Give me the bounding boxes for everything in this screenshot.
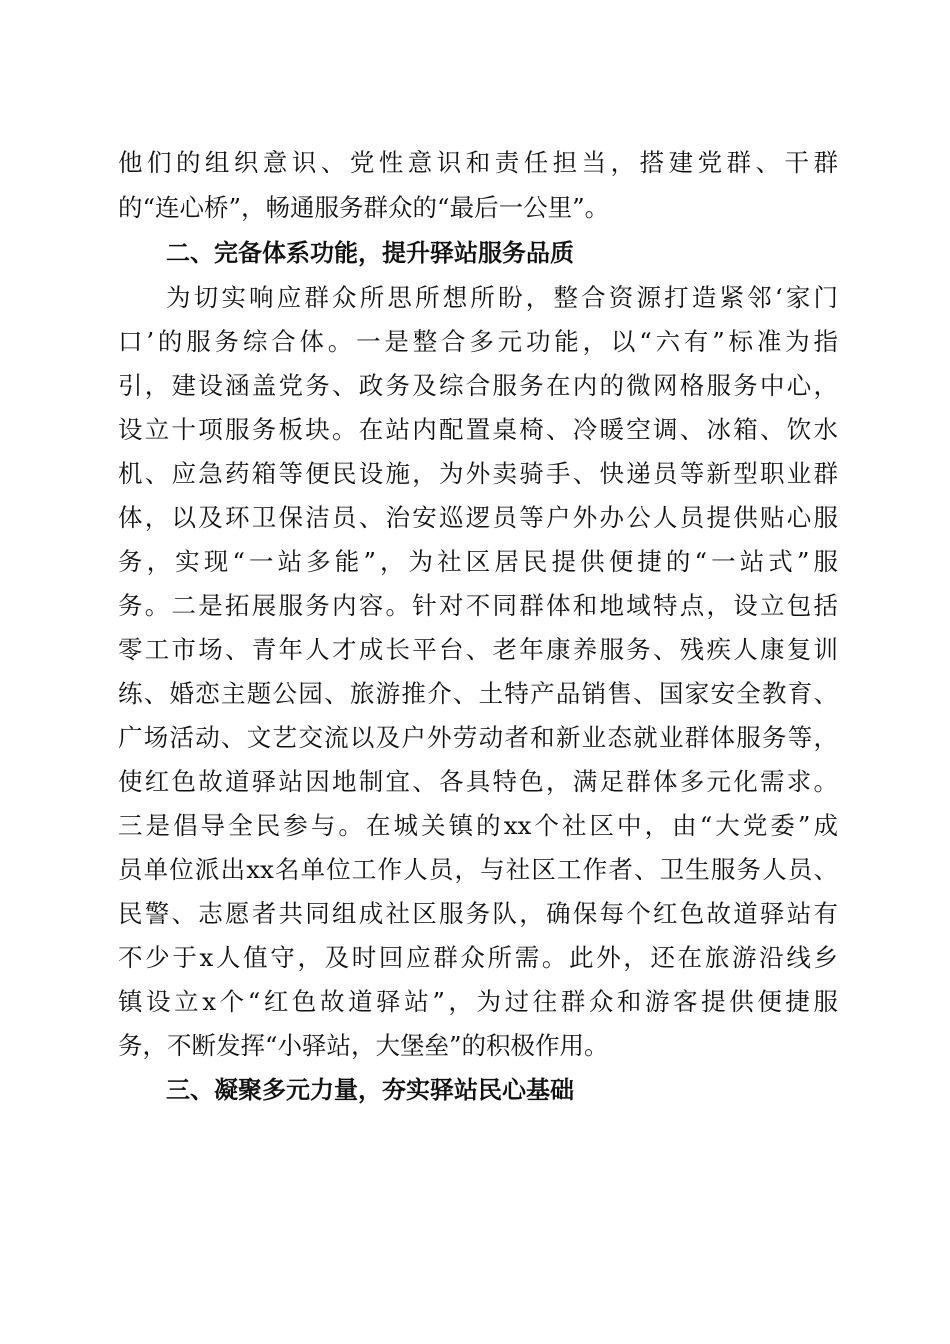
paragraph-line: 民警、志愿者共同组成社区服务队，确保每个红色故道驿站有 <box>118 899 838 928</box>
paragraph-line: 设立十项服务板块。在站内配置桌椅、冷暖空调、冰箱、饮水 <box>118 415 838 444</box>
paragraph-line: 广场活动、文艺交流以及户外劳动者和新业态就业群体服务等， <box>118 723 838 752</box>
paragraph-line: 务。二是拓展服务内容。针对不同群体和地域特点，设立包括 <box>118 591 838 620</box>
paragraph-line: 为切实响应群众所思所想所盼，整合资源打造紧邻‘家门 <box>166 283 838 312</box>
paragraph-line: 使红色故道驿站因地制宜、各具特色，满足群体多元化需求。 <box>118 767 838 796</box>
paragraph-line: 员单位派出xx名单位工作人员，与社区工作者、卫生服务人员、 <box>118 855 838 884</box>
section-heading-2: 二、完备体系功能，提升驿站服务品质 <box>166 239 574 267</box>
paragraph-line: 镇设立x个“红色故道驿站”，为过往群众和游客提供便捷服 <box>118 987 838 1016</box>
paragraph-line: 口’的服务综合体。一是整合多元功能，以“六有”标准为指 <box>118 327 838 356</box>
paragraph-line: 他们的组织意识、党性意识和责任担当，搭建党群、干群 <box>118 148 838 177</box>
paragraph-line: 零工市场、青年人才成长平台、老年康养服务、残疾人康复训 <box>118 635 838 664</box>
paragraph-line: 的“连心桥”，畅通服务群众的“最后一公里”。 <box>118 193 610 222</box>
paragraph-line: 机、应急药箱等便民设施，为外卖骑手、快递员等新型职业群 <box>118 459 838 488</box>
paragraph-line: 务，实现“一站多能”，为社区居民提供便捷的“一站式”服 <box>118 547 838 576</box>
paragraph-line: 务，不断发挥“小驿站，大堡垒”的积极作用。 <box>118 1031 609 1060</box>
paragraph-line: 练、婚恋主题公园、旅游推介、土特产品销售、国家安全教育、 <box>118 679 838 708</box>
section-heading-3: 三、凝聚多元力量，夯实驿站民心基础 <box>166 1076 574 1104</box>
paragraph-line: 体，以及环卫保洁员、治安巡逻员等户外办公人员提供贴心服 <box>118 503 838 532</box>
paragraph-line: 不少于x人值守，及时回应群众所需。此外，还在旅游沿线乡 <box>118 943 838 972</box>
paragraph-line: 引，建设涵盖党务、政务及综合服务在内的微网格服务中心， <box>118 371 838 400</box>
paragraph-line: 三是倡导全民参与。在城关镇的xx个社区中，由“大党委”成 <box>118 811 838 840</box>
